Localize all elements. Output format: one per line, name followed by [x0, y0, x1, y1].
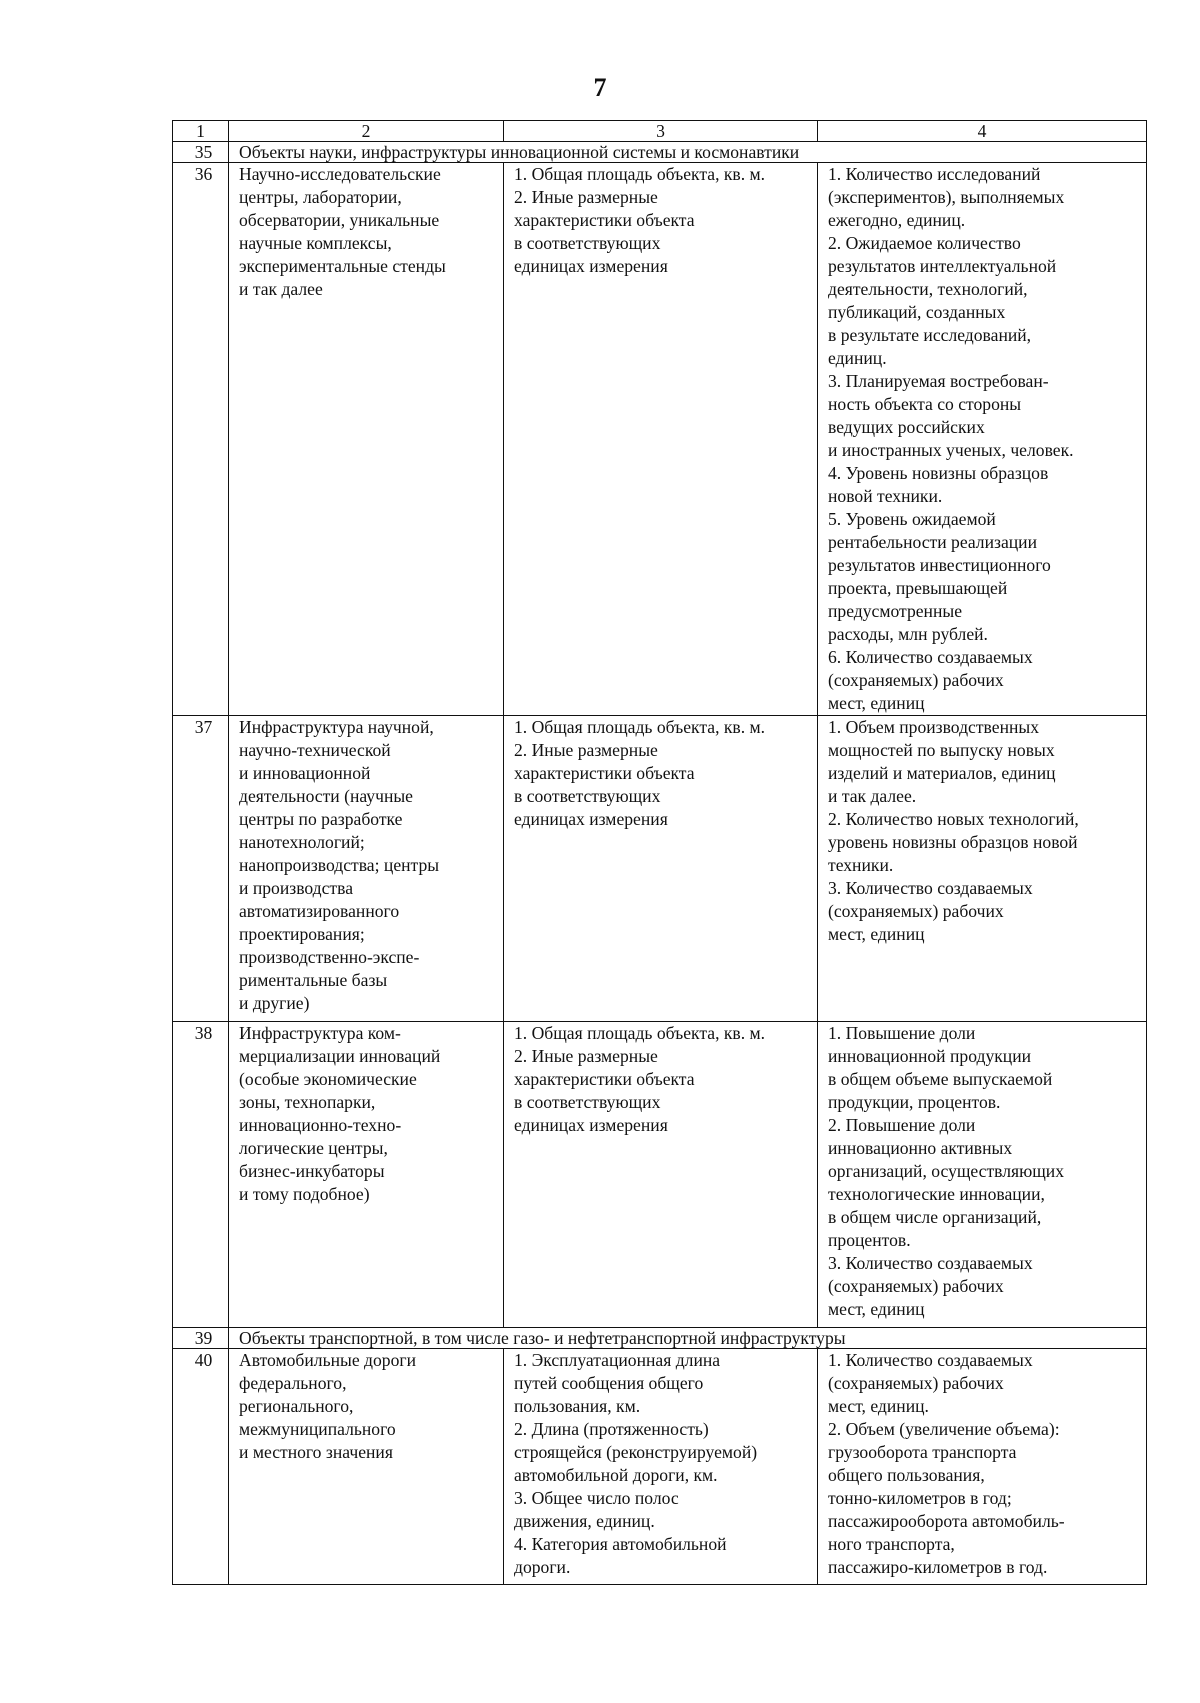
indicators-table	[172, 120, 1147, 1585]
characteristics-cell: 1. Общая площадь объекта, кв. м. 2. Иные размерные характеристики объекта в соответствующих единицах измерения	[504, 716, 818, 1022]
row-number: 36	[173, 163, 229, 716]
row-number: 37	[173, 716, 229, 1022]
header-cell-1: 1	[173, 121, 229, 142]
table-row-36	[173, 163, 1147, 716]
indicators-cell: 1. Повышение доли инновационной продукции в общем объеме выпускаемой продукции, процентов. 2. Повышение доли инновационно активных организаций, осуществляющих технологические инновации, в общем числе организаций, процентов. 3. Количество создаваемых (сохраняемых) рабочих мест, единиц	[818, 1022, 1147, 1328]
indicators-cell: 1. Количество создаваемых (сохраняемых) рабочих мест, единиц. 2. Объем (увеличение объема): грузооборота транспорта общего пользования, тонно-километров в год; пассажирооборота автомобиль- ного транспорта, пассажиро-километров в год.	[818, 1349, 1147, 1585]
section-row-35	[173, 142, 1147, 163]
characteristics-cell: 1. Эксплуатационная длина путей сообщения общего пользования, км. 2. Длина (протяженность) строящейся (реконструируемой) автомобильной дороги, км. 3. Общее число полос движения, единиц. 4. Категория автомобильной дороги.	[504, 1349, 818, 1585]
object-cell: Научно-исследовательские центры, лаборатории, обсерватории, уникальные научные комплексы, экспериментальные стенды и так далее	[229, 163, 504, 716]
object-cell: Автомобильные дороги федерального, регионального, межмуниципального и местного значения	[229, 1349, 504, 1585]
indicators-cell: 1. Объем производственных мощностей по выпуску новых изделий и материалов, единиц и так далее. 2. Количество новых технологий, уровень новизны образцов новой техники. 3. Количество создаваемых (сохраняемых) рабочих мест, единиц	[818, 716, 1147, 1022]
row-number: 35	[173, 142, 229, 163]
section-title: Объекты науки, инфраструктуры инновационной системы и космонавтики	[229, 142, 1147, 163]
row-number: 39	[173, 1328, 229, 1349]
characteristics-cell: 1. Общая площадь объекта, кв. м. 2. Иные размерные характеристики объекта в соответствующих единицах измерения	[504, 163, 818, 716]
object-cell: Инфраструктура ком- мерциализации инноваций (особые экономические зоны, технопарки, инновационно-техно- логические центры, бизнес-инкубаторы и тому подобное)	[229, 1022, 504, 1328]
table-row-40	[173, 1349, 1147, 1585]
row-number: 40	[173, 1349, 229, 1585]
section-title: Объекты транспортной, в том числе газо- и нефтетранспортной инфраструктуры	[229, 1328, 1147, 1349]
indicators-cell: 1. Количество исследований (экспериментов), выполняемых ежегодно, единиц. 2. Ожидаемое количество результатов интеллектуальной деятельности, технологий, публикаций, созданных в результате исследований, единиц. 3. Планируемая востребован- ность объекта со стороны ведущих российских и иностранных ученых, человек. 4. Уровень новизны образцов новой техники. 5. Уровень ожидаемой рентабельности реализации результатов инвестиционного проекта, превышающей предусмотренные расходы, млн рублей. 6. Количество создаваемых (сохраняемых) рабочих мест, единиц	[818, 163, 1147, 716]
table-row-38	[173, 1022, 1147, 1328]
row-number: 38	[173, 1022, 229, 1328]
object-cell: Инфраструктура научной, научно-технической и инновационной деятельности (научные центры по разработке нанотехнологий; нанопроизводства; центры и производства автоматизированного проектирования; производственно-экспе- риментальные базы и другие)	[229, 716, 504, 1022]
header-cell-3: 3	[504, 121, 818, 142]
table-row-37	[173, 716, 1147, 1022]
characteristics-cell: 1. Общая площадь объекта, кв. м. 2. Иные размерные характеристики объекта в соответствующих единицах измерения	[504, 1022, 818, 1328]
header-row	[173, 121, 1147, 142]
page-number: 7	[593, 73, 607, 102]
section-row-39	[173, 1328, 1147, 1349]
header-cell-4: 4	[818, 121, 1147, 142]
header-cell-2: 2	[229, 121, 504, 142]
